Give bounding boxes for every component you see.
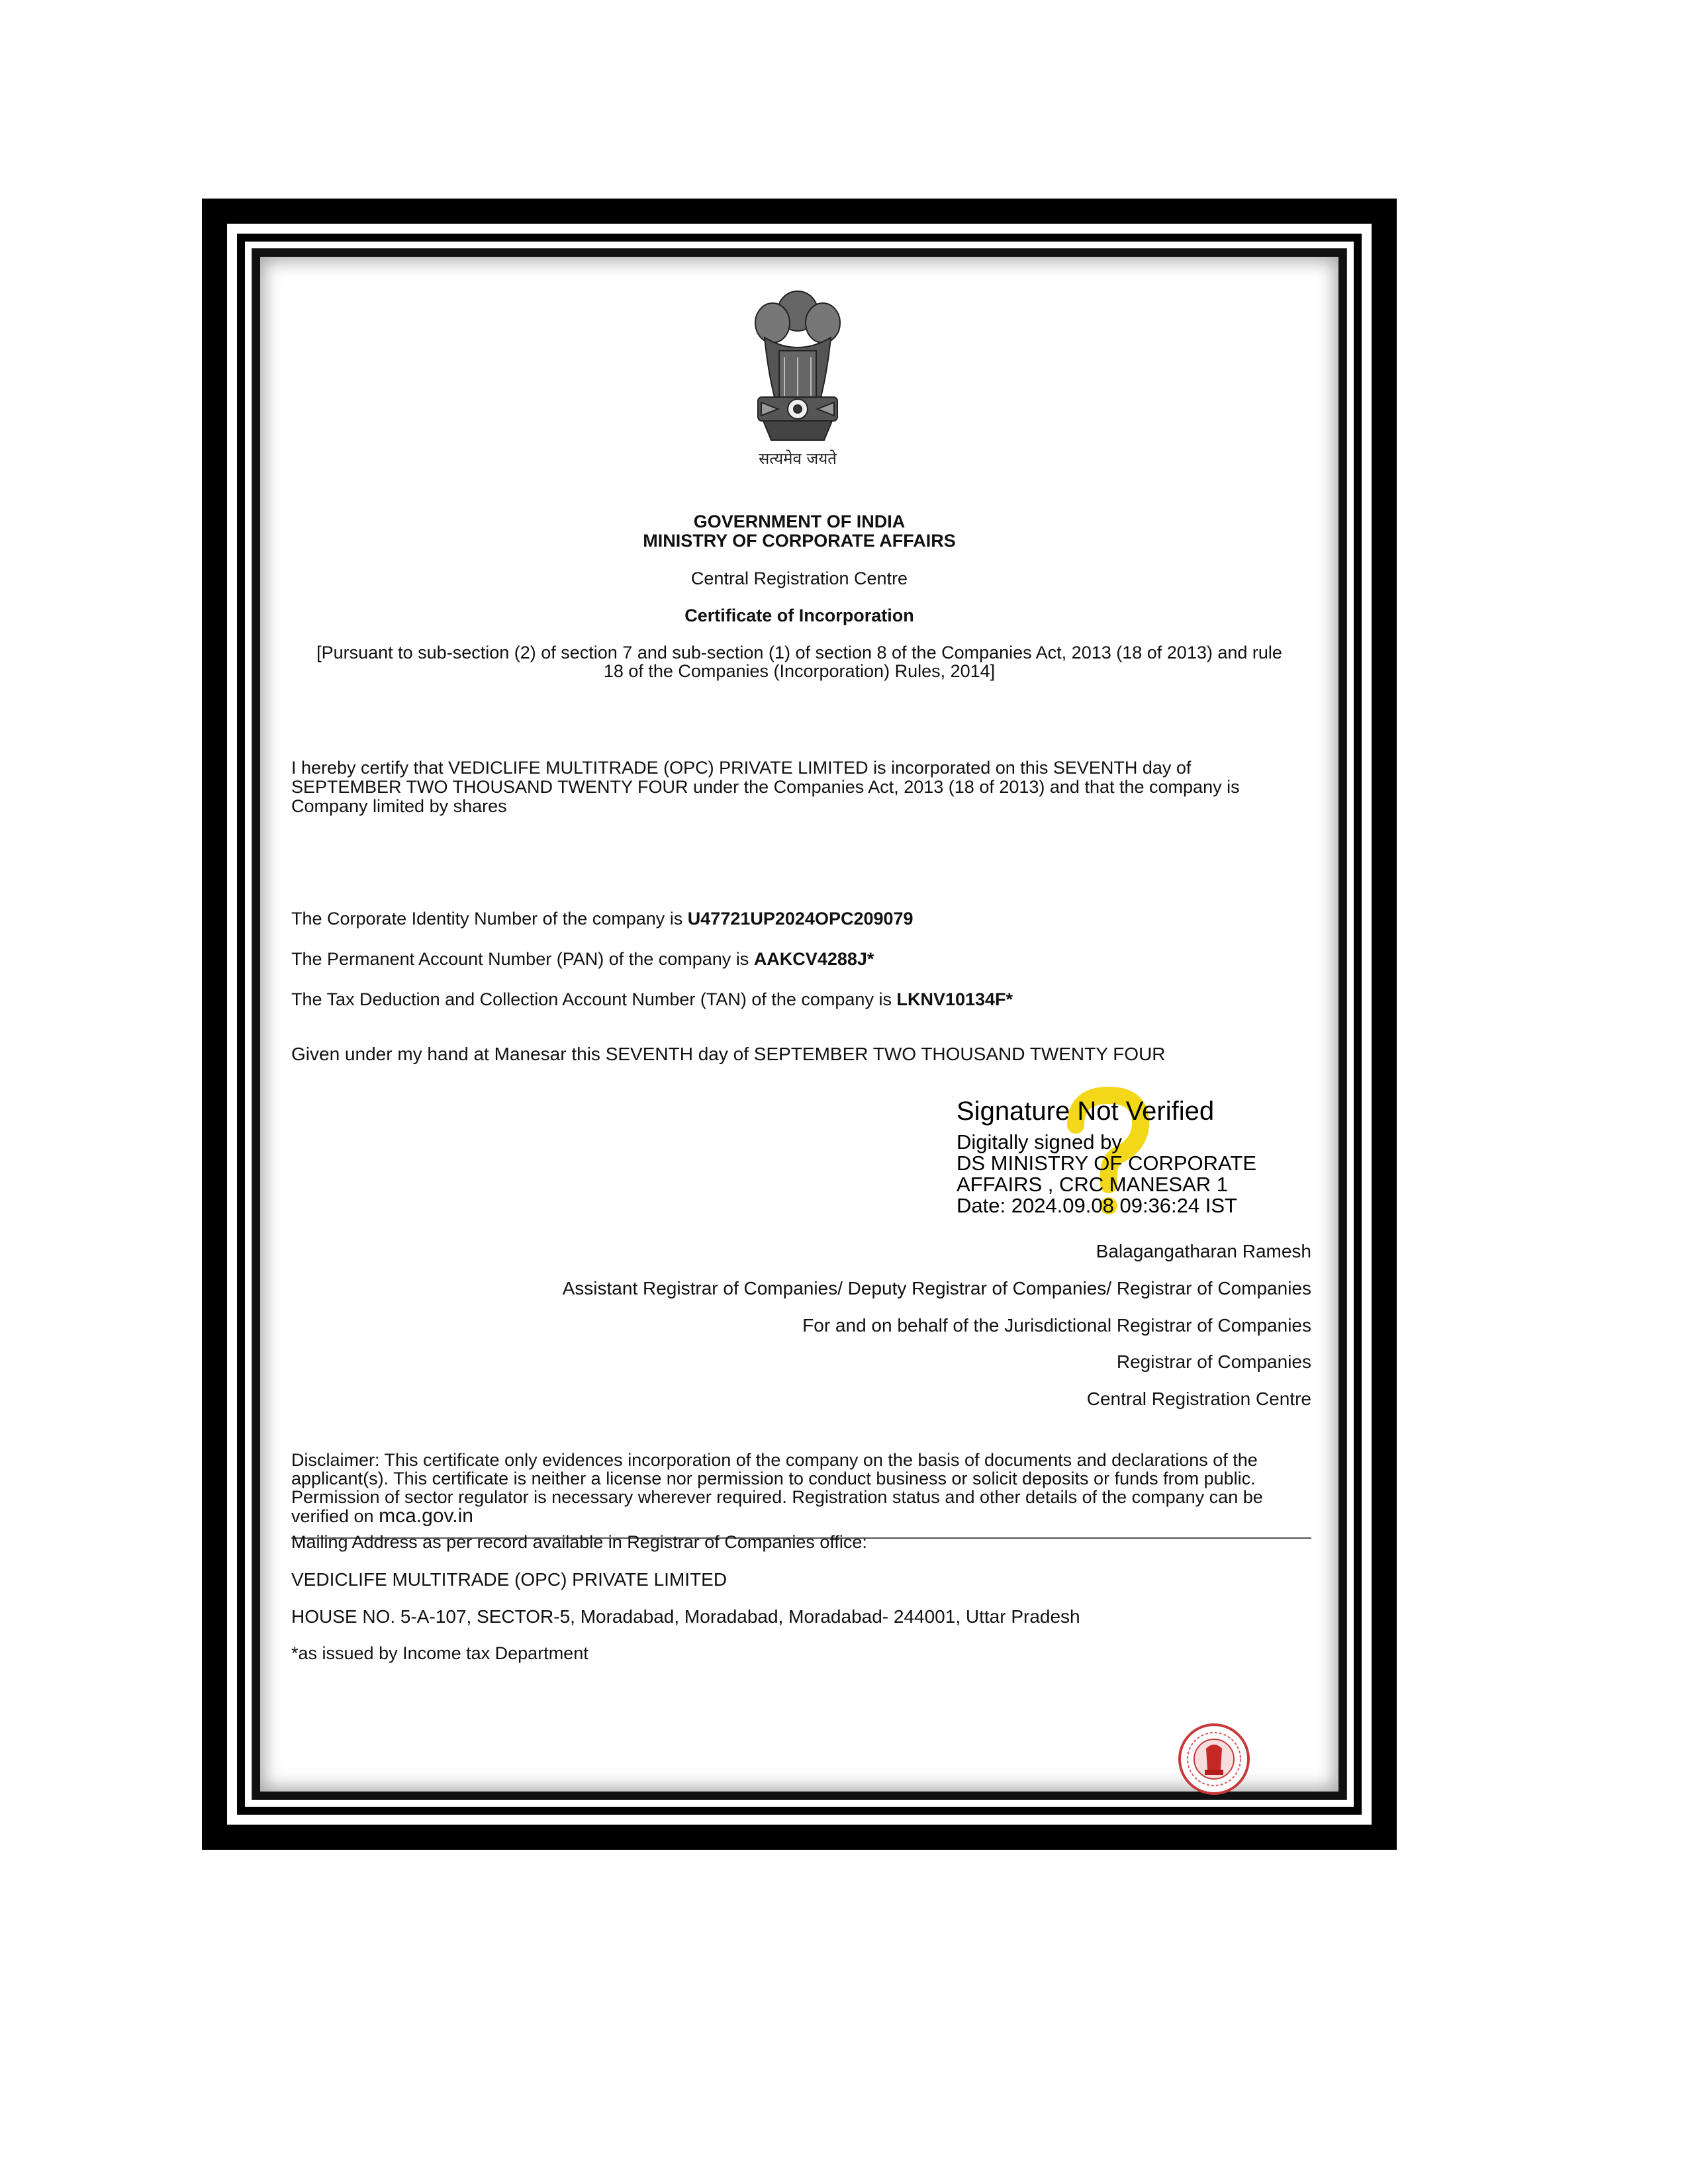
- tan-value: LKNV10134F*: [896, 989, 1013, 1009]
- footnote: *as issued by Income tax Department: [291, 1643, 588, 1663]
- signature-line-1: Digitally signed by: [957, 1130, 1122, 1154]
- verified-prefix: verified on: [291, 1506, 379, 1526]
- signatory-office: Registrar of Companies: [1116, 1351, 1311, 1372]
- disclaimer-line-3: Permission of sector regulator is necessary wherever required. Registration status and other details of the company can be: [291, 1487, 1263, 1507]
- header-centre: Central Registration Centre: [690, 569, 908, 588]
- disclaimer-line-2: applicant(s). This certificate is neither a license nor permission to conduct business or solicit deposits or funds from public.: [291, 1469, 1256, 1488]
- certify-line-1: I hereby certify that VEDICLIFE MULTITRADE (OPC) PRIVATE LIMITED is incorporated on this SEVENTH day of: [291, 758, 1192, 778]
- mailing-address: HOUSE NO. 5-A-107, SECTOR-5, Moradabad, Moradabad, Moradabad- 244001, Uttar Pradesh: [291, 1606, 1080, 1627]
- page-title: Certificate of Incorporation: [684, 606, 914, 625]
- mca-seal-icon: [1177, 1722, 1251, 1796]
- tan-row: [291, 990, 1013, 1009]
- mca-link[interactable]: mca.gov.in: [379, 1505, 473, 1527]
- cin-row: [291, 909, 914, 929]
- signatory-designation: Assistant Registrar of Companies/ Deputy Registrar of Companies/ Registrar of Companies: [562, 1278, 1311, 1298]
- given-under-line: Given under my hand at Manesar this SEVENTH day of SEPTEMBER TWO THOUSAND TWENTY FOUR: [291, 1044, 1166, 1064]
- cin-value: U47721UP2024OPC209079: [687, 909, 914, 929]
- header-government: GOVERNMENT OF INDIA: [693, 512, 906, 531]
- cin-label: The Corporate Identity Number of the company is: [291, 909, 688, 929]
- mailing-company: VEDICLIFE MULTITRADE (OPC) PRIVATE LIMITED: [291, 1569, 727, 1590]
- pan-value: AAKCV4288J*: [753, 949, 874, 969]
- signature-status: Signature Not Verified: [957, 1097, 1215, 1126]
- certify-line-3: Company limited by shares: [291, 796, 507, 816]
- pan-row: [291, 950, 874, 969]
- disclaimer-line-1: Disclaimer: This certificate only evidences incorporation of the company on the basis of documents and declarations of the: [291, 1450, 1258, 1470]
- emblem-motto: सत्यमेव जयते: [759, 449, 837, 468]
- signature-line-2: DS MINISTRY OF CORPORATE: [957, 1152, 1256, 1175]
- mailing-label: Mailing Address as per record available in Registrar of Companies office:: [291, 1532, 867, 1552]
- disclaimer-line-4: [291, 1506, 473, 1526]
- pan-label: The Permanent Account Number (PAN) of the company is: [291, 949, 754, 969]
- certify-line-2: SEPTEMBER TWO THOUSAND TWENTY FOUR under the Companies Act, 2013 (18 of 2013) and that the company is: [291, 777, 1240, 797]
- tan-label: The Tax Deduction and Collection Account Number (TAN) of the company is: [291, 989, 897, 1009]
- signature-line-3: AFFAIRS , CRC MANESAR 1: [957, 1173, 1228, 1196]
- signatory-name: Balagangatharan Ramesh: [1096, 1241, 1311, 1261]
- signature-line-4: Date: 2024.09.08 09:36:24 IST: [957, 1194, 1237, 1217]
- pursuant-line-2: 18 of the Companies (Incorporation) Rules, 2014]: [603, 661, 996, 681]
- signatory-behalf: For and on behalf of the Jurisdictional Registrar of Companies: [802, 1315, 1311, 1336]
- digital-signature-block: [957, 1096, 1327, 1216]
- signatory-centre: Central Registration Centre: [1086, 1388, 1311, 1409]
- pursuant-line-1: [Pursuant to sub-section (2) of section 7 and sub-section (1) of section 8 of the Companies Act, 2013 (18 of 2013) and rule: [316, 643, 1282, 662]
- certificate-paper: [260, 257, 1338, 1792]
- header-ministry: MINISTRY OF CORPORATE AFFAIRS: [643, 531, 956, 551]
